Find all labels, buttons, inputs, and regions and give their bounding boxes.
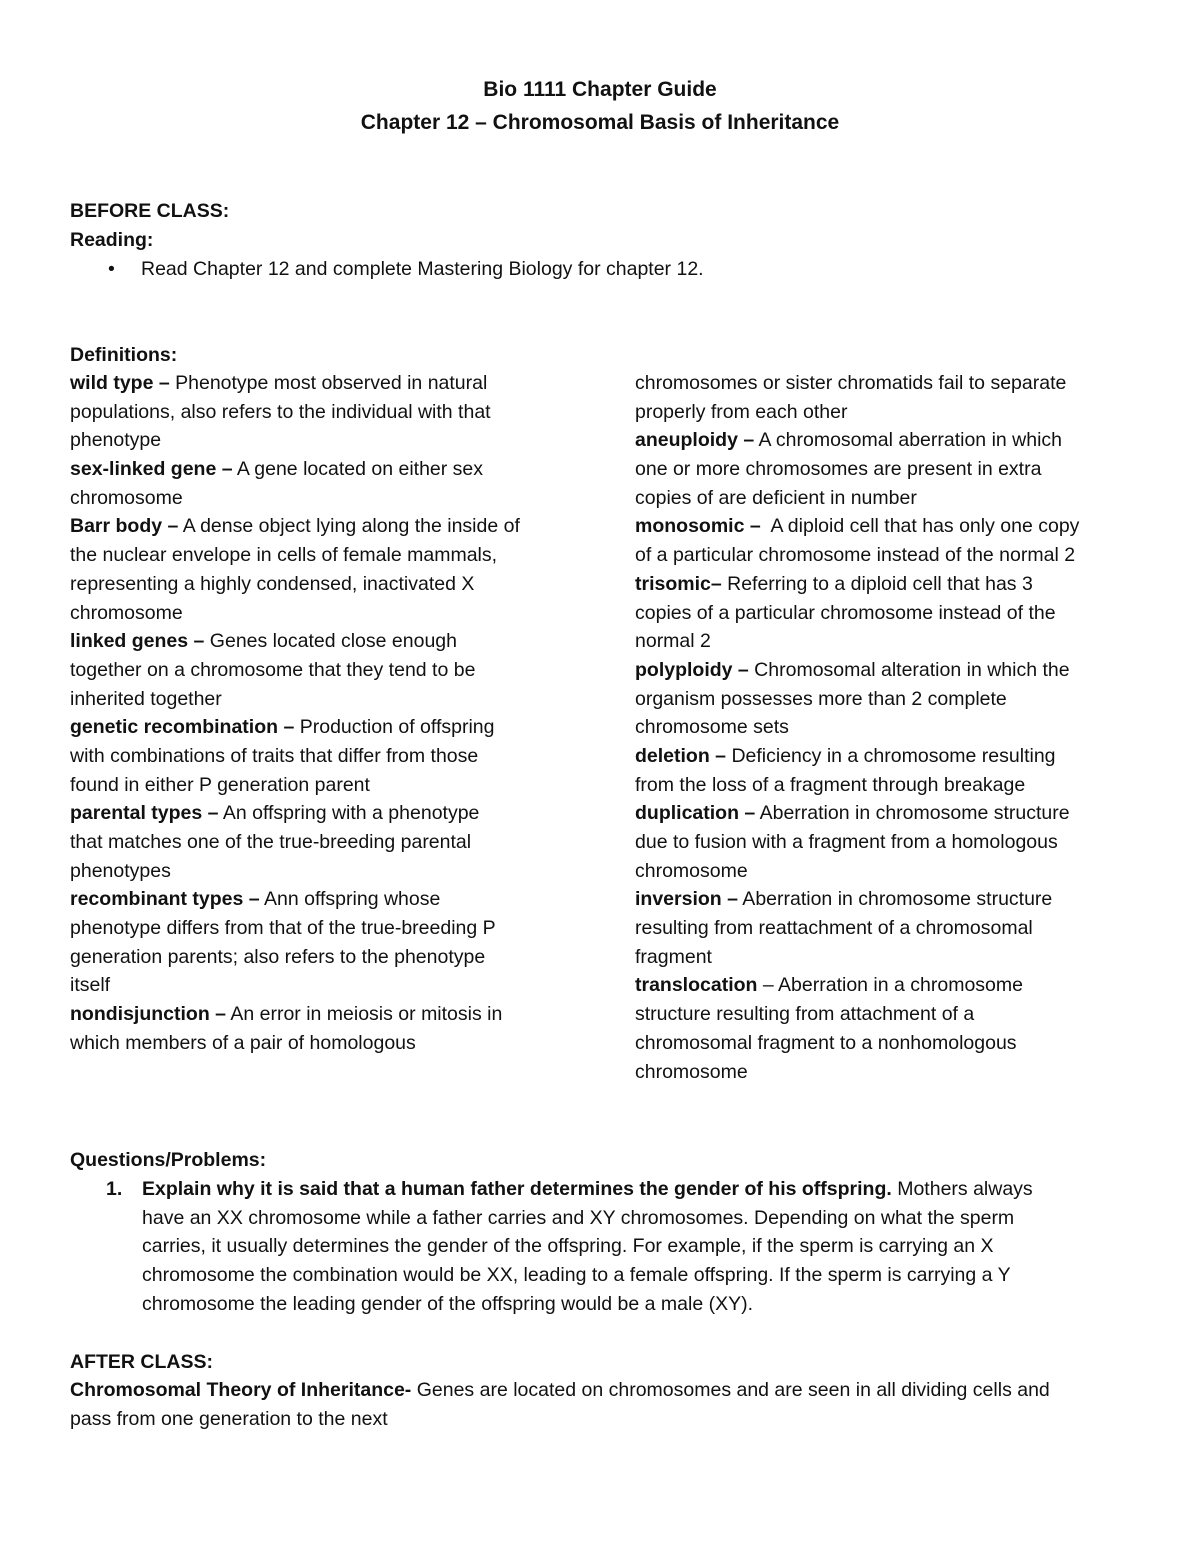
line-text: Ann offspring whose xyxy=(259,888,441,911)
definition-line xyxy=(635,426,1135,455)
definition-line xyxy=(70,512,570,541)
line-text: from the loss of a fragment through breakage xyxy=(635,773,1026,796)
line-text: resulting from reattachment of a chromosomal xyxy=(635,917,1033,940)
definition-line xyxy=(635,1000,1135,1029)
line-text: chromosome the combination would be XX, leading to a female offspring. If the sperm is carrying a Y xyxy=(142,1264,1011,1287)
after-class-body xyxy=(70,1376,1150,1433)
line-text: Genes are located on chromosomes and are seen in all dividing cells and xyxy=(411,1379,1050,1401)
line-text: together on a chromosome that they tend to be xyxy=(70,658,476,681)
definition-line xyxy=(70,685,570,714)
definition-line xyxy=(70,369,570,398)
line-text: Phenotype most observed in natural xyxy=(169,372,488,394)
definition-line xyxy=(70,828,570,857)
line-text: Mothers always xyxy=(891,1178,1033,1200)
document-title: Bio 1111 Chapter Guide xyxy=(483,78,717,101)
definition-line xyxy=(635,484,1135,513)
definition-line xyxy=(70,1029,570,1058)
definition-line xyxy=(635,570,1135,599)
definition-line xyxy=(635,971,1135,1000)
before-class-heading: BEFORE CLASS: xyxy=(70,200,230,222)
question-line xyxy=(142,1232,1132,1261)
line-text: chromosome xyxy=(70,486,183,509)
definition-line xyxy=(70,426,570,455)
definition-line xyxy=(70,541,570,570)
question-line xyxy=(142,1204,1132,1233)
reading-label: Reading: xyxy=(70,229,154,251)
line-text: that matches one of the true-breeding parental xyxy=(70,831,472,853)
term-label: Chromosomal Theory of Inheritance- xyxy=(70,1379,412,1401)
definition-line xyxy=(70,943,570,972)
definition-line xyxy=(70,971,570,1000)
line-text: the nuclear envelope in cells of female mammals, xyxy=(70,544,498,567)
line-text: chromosome xyxy=(635,859,748,882)
line-text: fragment xyxy=(635,945,712,968)
definition-line xyxy=(70,799,570,828)
question-line xyxy=(142,1290,1132,1319)
question-line xyxy=(142,1175,1132,1204)
term-label: parental types – xyxy=(70,802,219,825)
definition-line xyxy=(635,857,1135,886)
definition-line xyxy=(635,369,1135,398)
line-text: which members of a pair of homologous xyxy=(70,1031,416,1054)
definition-line xyxy=(70,885,570,914)
definition-line xyxy=(70,857,570,886)
term-label: polyploidy – xyxy=(635,658,749,681)
line-text: Deficiency in a chromosome resulting xyxy=(726,744,1056,767)
term-label: genetic recombination – xyxy=(70,716,295,739)
line-text: Production of offspring xyxy=(294,716,495,739)
term-label: Explain why it is said that a human father determines the gender of his offspring. xyxy=(142,1178,892,1200)
line-text: A gene located on either sex xyxy=(232,458,484,481)
line-text: generation parents; also refers to the phenotype xyxy=(70,945,486,968)
line-text: chromosome the leading gender of the offspring would be a male (XY). xyxy=(142,1292,753,1315)
definition-line xyxy=(70,742,570,771)
question-body xyxy=(142,1175,1132,1318)
definition-line xyxy=(635,599,1135,628)
line-text: phenotypes xyxy=(70,859,171,882)
term-label: translocation xyxy=(635,974,758,997)
line-text: phenotype xyxy=(70,429,162,452)
line-text: representing a highly condensed, inactivated X xyxy=(70,572,475,595)
term-label: trisomic– xyxy=(635,572,722,595)
line-text: phenotype differs from that of the true-breeding P xyxy=(70,917,496,940)
line-text: inherited together xyxy=(70,687,222,710)
definition-line xyxy=(70,1000,570,1029)
definition-line xyxy=(70,599,570,628)
definition-line xyxy=(635,713,1135,742)
definition-line xyxy=(70,484,570,513)
line-text: Aberration in chromosome structure xyxy=(755,802,1070,825)
line-text: Chromosomal alteration in which the xyxy=(748,658,1070,681)
term-label: duplication – xyxy=(635,802,756,825)
definition-line xyxy=(70,627,570,656)
definition-line xyxy=(635,828,1135,857)
term-label: sex-linked gene – xyxy=(70,458,233,481)
line-text: chromosome xyxy=(635,1060,748,1083)
definition-line xyxy=(70,455,570,484)
definition-line xyxy=(70,398,570,427)
line-text: structure resulting from attachment of a xyxy=(635,1003,975,1026)
line-text: A dense object lying along the inside of xyxy=(178,515,520,538)
line-text: pass from one generation to the next xyxy=(70,1407,388,1430)
definition-line xyxy=(635,627,1135,656)
definition-line xyxy=(635,1058,1135,1087)
line-text: copies of are deficient in number xyxy=(635,486,917,509)
term-label: inversion – xyxy=(635,888,738,911)
line-text: itself xyxy=(70,974,111,997)
line-text: chromosomes or sister chromatids fail to separate xyxy=(635,372,1067,394)
question-number: 1. xyxy=(106,1178,123,1200)
definition-line xyxy=(635,799,1135,828)
line-text: normal 2 xyxy=(635,630,711,653)
definition-line xyxy=(635,1029,1135,1058)
after-class-heading: AFTER CLASS: xyxy=(70,1351,213,1373)
definition-line xyxy=(70,570,570,599)
term-label: aneuploidy – xyxy=(635,429,755,452)
line-text: one or more chromosomes are present in extra xyxy=(635,458,1042,481)
definition-line xyxy=(635,914,1135,943)
term-label: wild type – xyxy=(70,372,170,394)
term-label: deletion – xyxy=(635,744,727,767)
line-text: found in either P generation parent xyxy=(70,773,370,796)
definition-line xyxy=(635,541,1135,570)
line-text: A diploid cell that has only one copy xyxy=(760,515,1080,538)
definition-line xyxy=(70,656,570,685)
line-text: of a particular chromosome instead of the normal 2 xyxy=(635,544,1076,567)
line-text: An offspring with a phenotype xyxy=(218,802,480,825)
line-text: Genes located close enough xyxy=(204,630,457,653)
question-line xyxy=(142,1261,1132,1290)
line-text: – Aberration in a chromosome xyxy=(757,974,1023,997)
definition-line xyxy=(635,685,1135,714)
definition-line xyxy=(635,512,1135,541)
definition-line xyxy=(70,713,570,742)
questions-heading: Questions/Problems: xyxy=(70,1149,267,1171)
line-text: Aberration in chromosome structure xyxy=(737,888,1053,911)
definition-line xyxy=(635,398,1135,427)
term-label: Barr body – xyxy=(70,515,179,538)
after-class-line xyxy=(70,1376,1150,1405)
line-text: Referring to a diploid cell that has 3 xyxy=(721,572,1033,595)
after-class-line xyxy=(70,1405,1150,1434)
line-text: carries, it usually determines the gender of the offspring. For example, if the sperm is carrying an X xyxy=(142,1235,994,1258)
line-text: populations, also refers to the individual with that xyxy=(70,400,491,423)
definition-line xyxy=(635,455,1135,484)
bullet-icon: • xyxy=(108,258,115,280)
definitions-left-column xyxy=(70,369,570,1058)
definition-line xyxy=(70,914,570,943)
chapter-title: Chapter 12 – Chromosomal Basis of Inheritance xyxy=(360,111,840,134)
reading-item-text: Read Chapter 12 and complete Mastering Biology for chapter 12. xyxy=(141,258,704,280)
line-text: organism possesses more than 2 complete xyxy=(635,687,1007,710)
definition-line xyxy=(635,943,1135,972)
term-label: nondisjunction – xyxy=(70,1003,226,1026)
definitions-heading: Definitions: xyxy=(70,344,178,366)
line-text: properly from each other xyxy=(635,400,848,423)
definition-line xyxy=(635,771,1135,800)
line-text: with combinations of traits that differ from those xyxy=(70,744,479,767)
definition-line xyxy=(635,885,1135,914)
definitions-right-column xyxy=(635,369,1135,1086)
line-text: due to fusion with a fragment from a homologous xyxy=(635,831,1058,853)
line-text: copies of a particular chromosome instead of the xyxy=(635,601,1056,624)
line-text: An error in meiosis or mitosis in xyxy=(226,1003,503,1026)
line-text: A chromosomal aberration in which xyxy=(754,429,1063,452)
definition-line xyxy=(635,742,1135,771)
line-text: have an XX chromosome while a father carries and XY chromosomes. Depending on what the sperm xyxy=(142,1206,1015,1229)
line-text: chromosome xyxy=(70,601,183,624)
term-label: monosomic – xyxy=(635,515,761,538)
definition-line xyxy=(635,656,1135,685)
definition-line xyxy=(70,771,570,800)
term-label: recombinant types – xyxy=(70,888,260,911)
line-text: chromosome sets xyxy=(635,716,789,739)
line-text: chromosomal fragment to a nonhomologous xyxy=(635,1031,1017,1054)
term-label: linked genes – xyxy=(70,630,205,653)
